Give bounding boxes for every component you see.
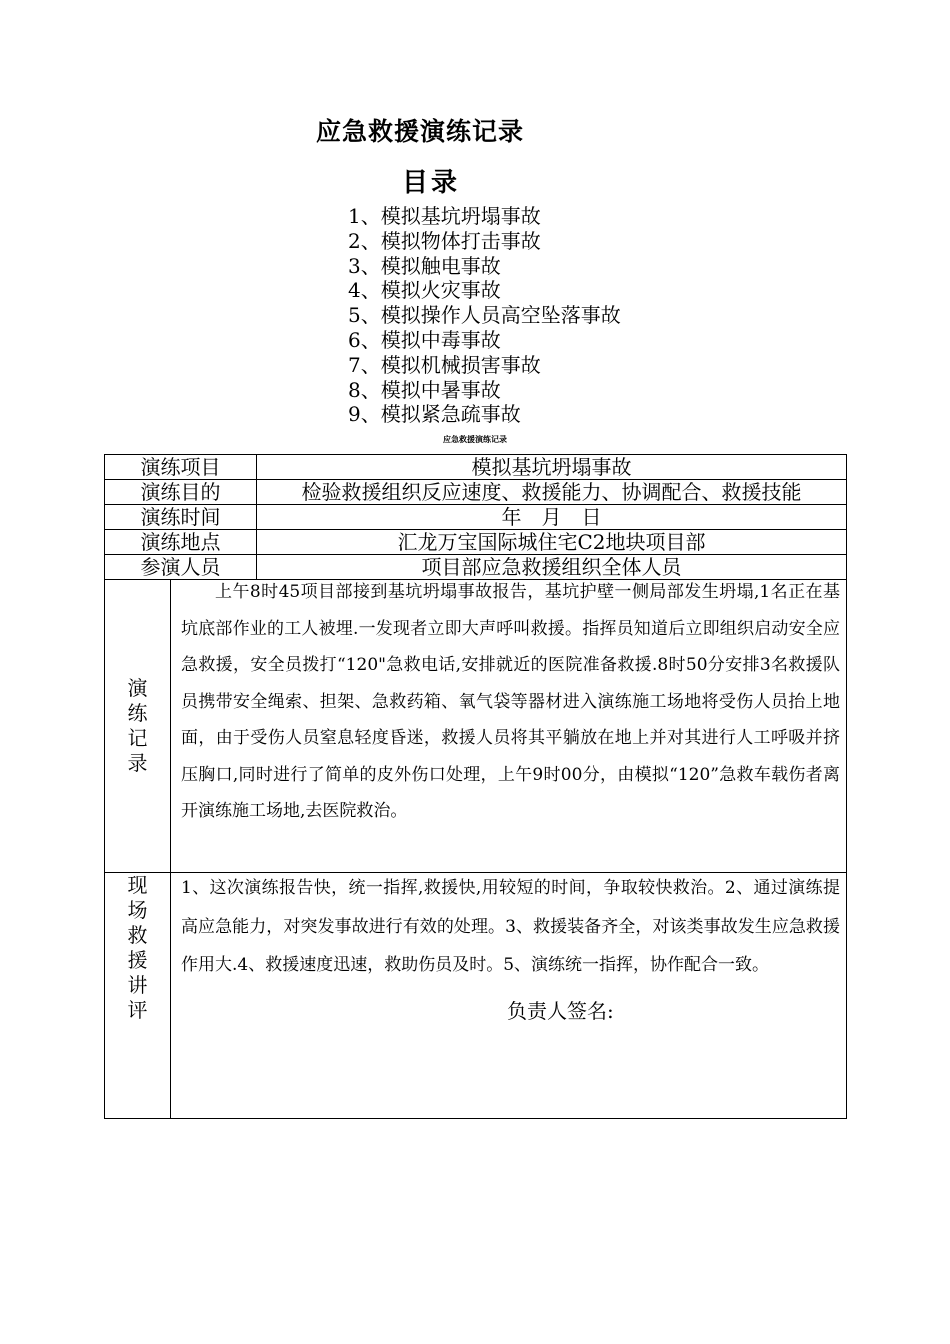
table-row (105, 455, 847, 480)
row-label: 演练时间 (105, 505, 257, 530)
review-label-char: 讲 (127, 973, 148, 997)
toc-item: 6、模拟中毒事故 (348, 327, 501, 352)
record-content (171, 580, 847, 873)
row-label: 演练地点 (105, 530, 257, 555)
table-row (105, 505, 847, 530)
row-value: 年 月 日 (257, 505, 847, 530)
review-text: 1、这次演练报告快，统一指挥,救援快,用较短的时间，争取较快救治。2、通过演练提高应急能力，对突发事故进行有效的处理。3、救援装备齐全，对该类事故发生应急救援作用大.4、救援速度迅速，救助伤员及时。5、演练统一指挥，协作配合一致。 (181, 878, 840, 975)
record-label-char: 录 (127, 751, 148, 775)
toc-item: 2、模拟物体打击事故 (348, 228, 541, 253)
toc-item: 5、模拟操作人员高空坠落事故 (348, 303, 621, 328)
review-label-char: 援 (127, 948, 148, 972)
review-content (171, 873, 847, 1119)
toc-list (348, 204, 621, 427)
record-label (105, 580, 171, 873)
table-row (105, 480, 847, 505)
table-caption: 应急救援演练记录 (443, 435, 507, 444)
review-label-char: 评 (127, 998, 148, 1022)
record-label-char: 演 (127, 676, 148, 700)
review-label-char: 现 (127, 873, 148, 897)
row-value: 项目部应急救援组织全体人员 (257, 555, 847, 580)
toc-heading: 目录 (401, 168, 460, 198)
row-label: 参演人员 (105, 555, 257, 580)
row-label: 演练项目 (105, 455, 257, 480)
toc-item: 3、模拟触电事故 (348, 253, 501, 278)
review-row (105, 873, 847, 1119)
review-label (105, 873, 171, 1119)
toc-item: 4、模拟火灾事故 (348, 278, 501, 303)
row-value: 模拟基坑坍塌事故 (257, 455, 847, 480)
row-label: 演练目的 (105, 480, 257, 505)
record-text: 上午8时45项目部接到基坑坍塌事故报告，基坑护壁一侧局部发生坍塌,1名正在基坑底部作业的工人被埋.一发现者立即大声呼叫救援。指挥员知道后立即组织启动安全应急救援，安全员拨打“120"急救电话,安排就近的医院准备救援.8时50分安排3名救援队员携带安全绳索、担架、急救药箱、氧气袋等器材进入演练施工场地将受伤人员抬上地面，由于受伤人员窒息轻度昏迷，救援人员将其平躺放在地上并对其进行人工呼吸并挤压胸口,同时进行了简单的皮外伤口处理，上午9时00分，由模拟“120”急救车载伤者离开演练施工场地,去医院救治。 (181, 582, 840, 821)
signature-label: 负责人签名: (507, 998, 614, 1023)
toc-item: 9、模拟紧急疏事故 (348, 402, 521, 427)
record-label-char: 记 (127, 726, 148, 750)
record-label-char: 练 (127, 701, 148, 725)
row-value: 汇龙万宝国际城住宅C2地块项目部 (257, 530, 847, 555)
review-label-char: 救 (127, 923, 148, 947)
document-title: 应急救援演练记录 (315, 117, 524, 146)
row-value: 检验救援组织反应速度、救援能力、协调配合、救援技能 (257, 480, 847, 505)
toc-item: 1、模拟基坑坍塌事故 (348, 204, 541, 228)
toc-item: 7、模拟机械损害事故 (348, 352, 541, 377)
record-row (105, 580, 847, 873)
drill-record-table (104, 454, 847, 1119)
toc-item: 8、模拟中暑事故 (348, 377, 501, 402)
review-label-char: 场 (127, 898, 148, 922)
table-row (105, 530, 847, 555)
